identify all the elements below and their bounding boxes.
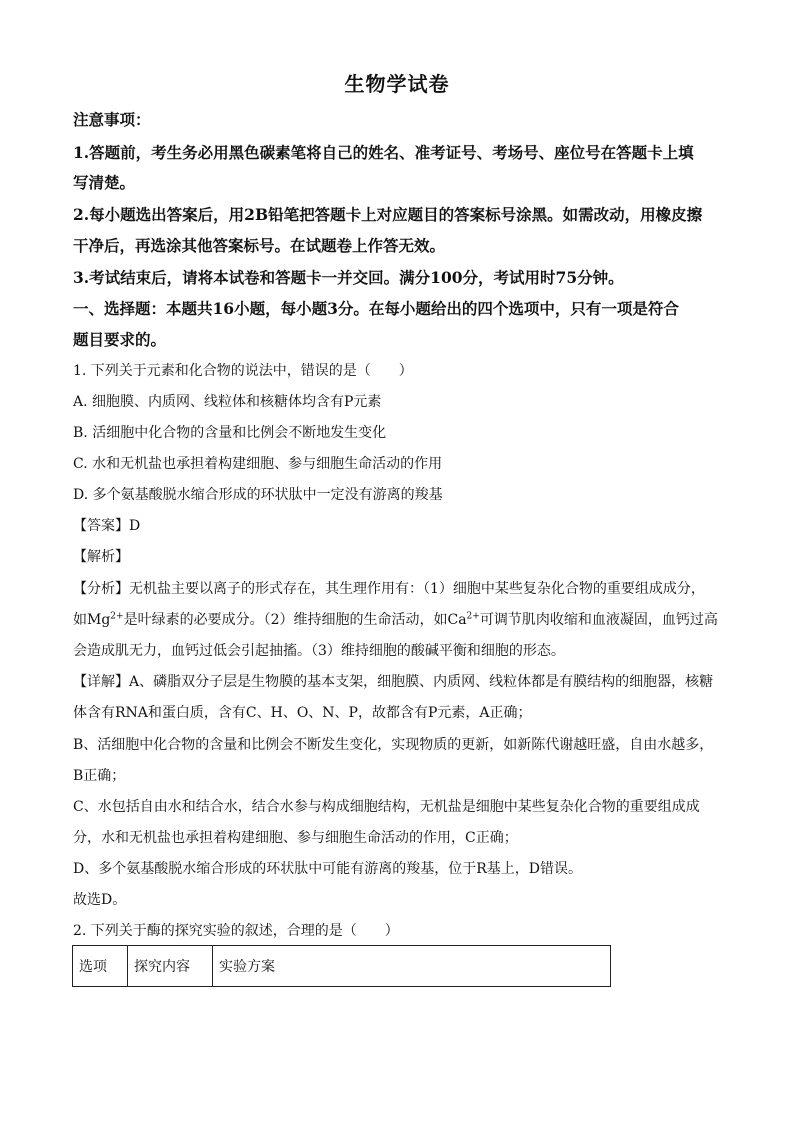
analysis-label: 【解析】 — [73, 549, 129, 565]
answer-label: 【答案】D — [73, 518, 141, 534]
analysis-line-2-part-b: 是叶绿素的必要成分。（2）维持细胞的生命活动，如Ca — [123, 612, 467, 628]
table-header-cell: 实验方案 — [213, 946, 611, 987]
detail-line-1: 【详解】A、磷脂双分子层是生物膜的基本支架，细胞膜、内质网、线粒体都是有膜结构的细胞器，核糖 — [73, 674, 714, 690]
section-1-heading-line-1: 一、选择题：本题共16小题，每小题3分。在每小题给出的四个选项中，只有一项是符合 — [73, 299, 679, 318]
question-1-option-b: B. 活细胞中化合物的含量和比例会不断地发生变化 — [73, 425, 387, 441]
notice-item-1-line-2: 写清楚。 — [73, 173, 136, 192]
section-1-heading-line-2: 题目要求的。 — [73, 330, 167, 349]
notice-item-2-line-2: 干净后，再选涂其他答案标号。在试题卷上作答无效。 — [73, 236, 446, 255]
table-header-row — [73, 946, 611, 987]
superscript-ca-charge: 2+ — [466, 611, 480, 622]
analysis-line-1: 【分析】无机盐主要以离子的形式存在，其生理作用有：（1）细胞中某些复杂化合物的重要组成成分， — [73, 581, 705, 597]
question-2-table — [72, 945, 611, 987]
analysis-line-3: 会造成肌无力，血钙过低会引起抽搐。（3）维持细胞的酸碱平衡和细胞的形态。 — [73, 643, 565, 659]
question-1-option-c: C. 水和无机盐也承担着构建细胞、参与细胞生命活动的作用 — [73, 456, 443, 472]
notice-item-3: 3.考试结束后，请将本试卷和答题卡一并交回。满分100分，考试用时75分钟。 — [73, 268, 624, 287]
analysis-line-2 — [73, 609, 733, 629]
detail-line-7: D、多个氨基酸脱水缩合形成的环状肽中可能有游离的羧基，位于R基上，D错误。 — [73, 861, 582, 877]
question-1-option-d: D. 多个氨基酸脱水缩合形成的环状肽中一定没有游离的羧基 — [73, 487, 443, 503]
detail-line-6: 分，水和无机盐也承担着构建细胞、参与细胞生命活动的作用，C正确； — [73, 830, 518, 846]
page-title: 生物学试卷 — [344, 72, 450, 96]
table-header-cell: 探究内容 — [128, 946, 213, 987]
question-2-stem: 2. 下列关于酶的探究实验的叙述，合理的是（ ） — [73, 923, 399, 939]
superscript-mg-charge: 2+ — [110, 611, 124, 622]
analysis-line-2-part-c: 可调节肌肉收缩和血液凝固，血钙过高 — [479, 612, 718, 628]
notice-heading: 注意事项： — [73, 110, 151, 129]
detail-line-5: C、水包括自由水和结合水，结合水参与构成细胞结构，无机盐是细胞中某些复杂化合物的重要组成成 — [73, 799, 700, 815]
detail-line-4: B正确； — [73, 768, 126, 784]
detail-line-3: B、活细胞中化合物的含量和比例会不断发生变化，实现物质的更新，如新陈代谢越旺盛，自由水越多， — [73, 737, 714, 753]
question-1-option-a: A. 细胞膜、内质网、线粒体和核糖体均含有P元素 — [73, 394, 382, 410]
question-1-stem: 1. 下列关于元素和化合物的说法中，错误的是（ ） — [73, 363, 413, 379]
analysis-line-2-part-a: 如Mg — [73, 612, 111, 628]
notice-item-1-line-1: 1.答题前，考生务必用黑色碳素笔将自己的姓名、准考证号、考场号、座位号在答题卡上填 — [73, 143, 694, 162]
table-header-cell: 选项 — [73, 946, 128, 987]
detail-line-2: 体含有RNA和蛋白质，含有C、H、O、N、P，故都含有P元素，A正确； — [73, 705, 532, 721]
conclusion: 故选D。 — [73, 892, 127, 908]
notice-item-2-line-1: 2.每小题选出答案后，用2B铅笔把答题卡上对应题目的答案标号涂黑。如需改动，用橡皮擦 — [73, 205, 703, 224]
